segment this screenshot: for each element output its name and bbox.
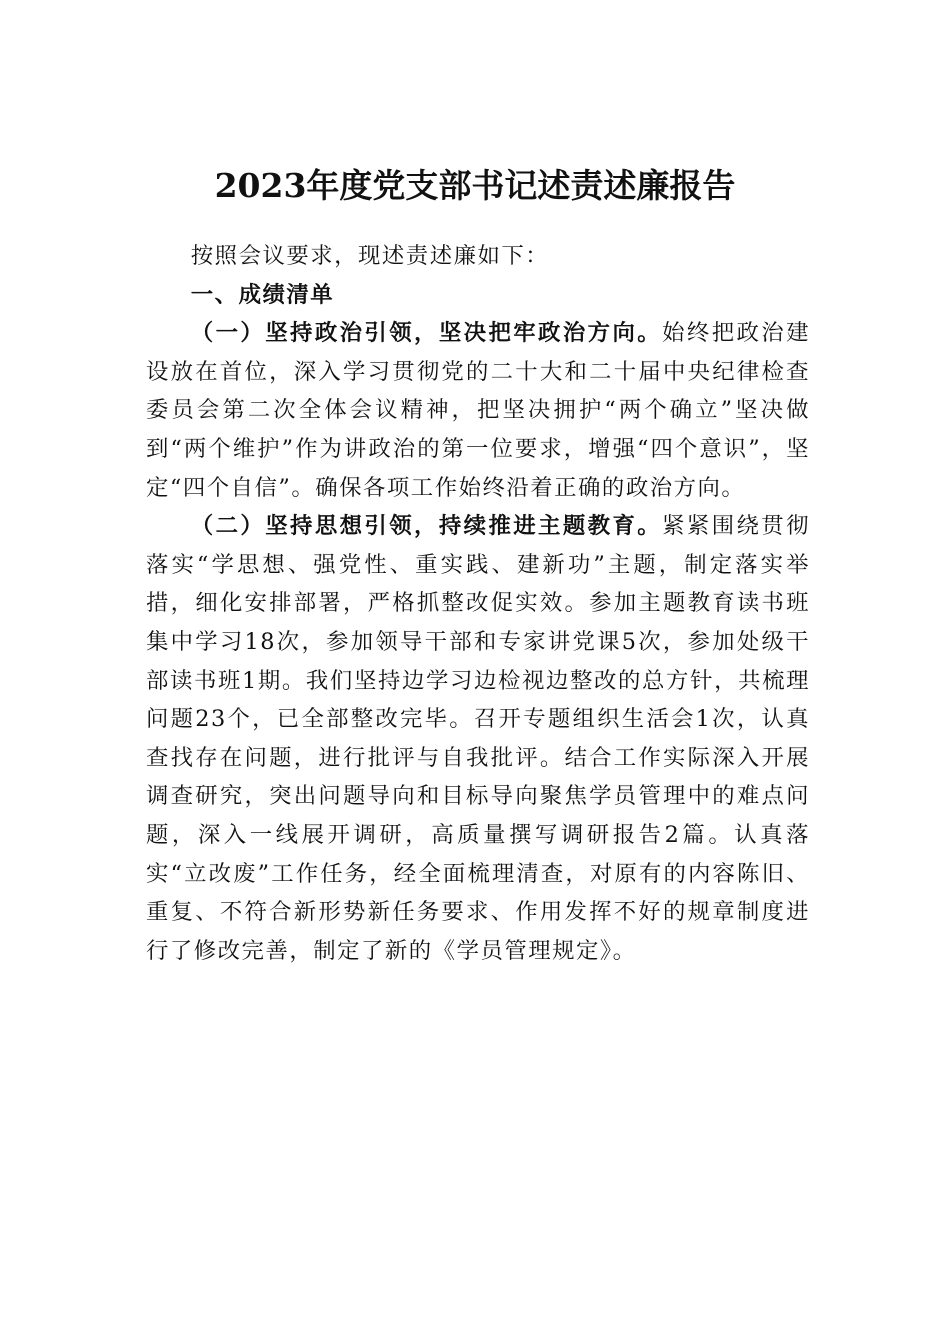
item-1-text: 始终把政治建设放在首位，深入学习贯彻党的二十大和二十届中央纪律检查委员会第二次全体会议精神，把坚决拥护“两个确立”坚决做到“两个维护”作为讲政治的第一位要求，增强“四个意识”，坚定“四个自信”。确保各项工作始终沿着正确的政治方向。 bbox=[146, 320, 811, 501]
item-2-text: 紧紧围绕贯彻落实“学思想、强党性、重实践、建新功”主题，制定落实举措，细化安排部署，严格抓整改促实效。参加主题教育读书班集中学习18次，参加领导干部和专家讲党课5次，参加处级干部读书班1期。我们坚持边学习边检视边整改的总方针，共梳理问题23个，已全部整改完毕。召开专题组织生活会1次，认真查找存在问题，进行批评与自我批评。结合工作实际深入开展调查研究，突出问题导向和目标导向聚焦学员管理中的难点问题，深入一线展开调研，高质量撰写调研报告2篇。认真落实“立改废”工作任务，经全面梳理清查，对原有的内容陈旧、重复、不符合新形势新任务要求、作用发挥不好的规章制度进行了修改完善，制定了新的《学员管理规定》。 bbox=[146, 513, 811, 964]
document-body bbox=[146, 237, 810, 970]
section-heading: 一、成绩清单 bbox=[190, 281, 335, 308]
item-1-lead: （一）坚持政治引领，坚决把牢政治方向。 bbox=[190, 320, 663, 347]
paragraph-item-2 bbox=[146, 507, 810, 970]
paragraph-item-1 bbox=[146, 314, 810, 507]
document-title: 2023年度党支部书记述责述廉报告 bbox=[214, 166, 736, 205]
intro-paragraph: 按照会议要求，现述责述廉如下： bbox=[190, 243, 550, 269]
item-2-lead: （二）坚持思想引领，持续推进主题教育。 bbox=[190, 513, 663, 540]
